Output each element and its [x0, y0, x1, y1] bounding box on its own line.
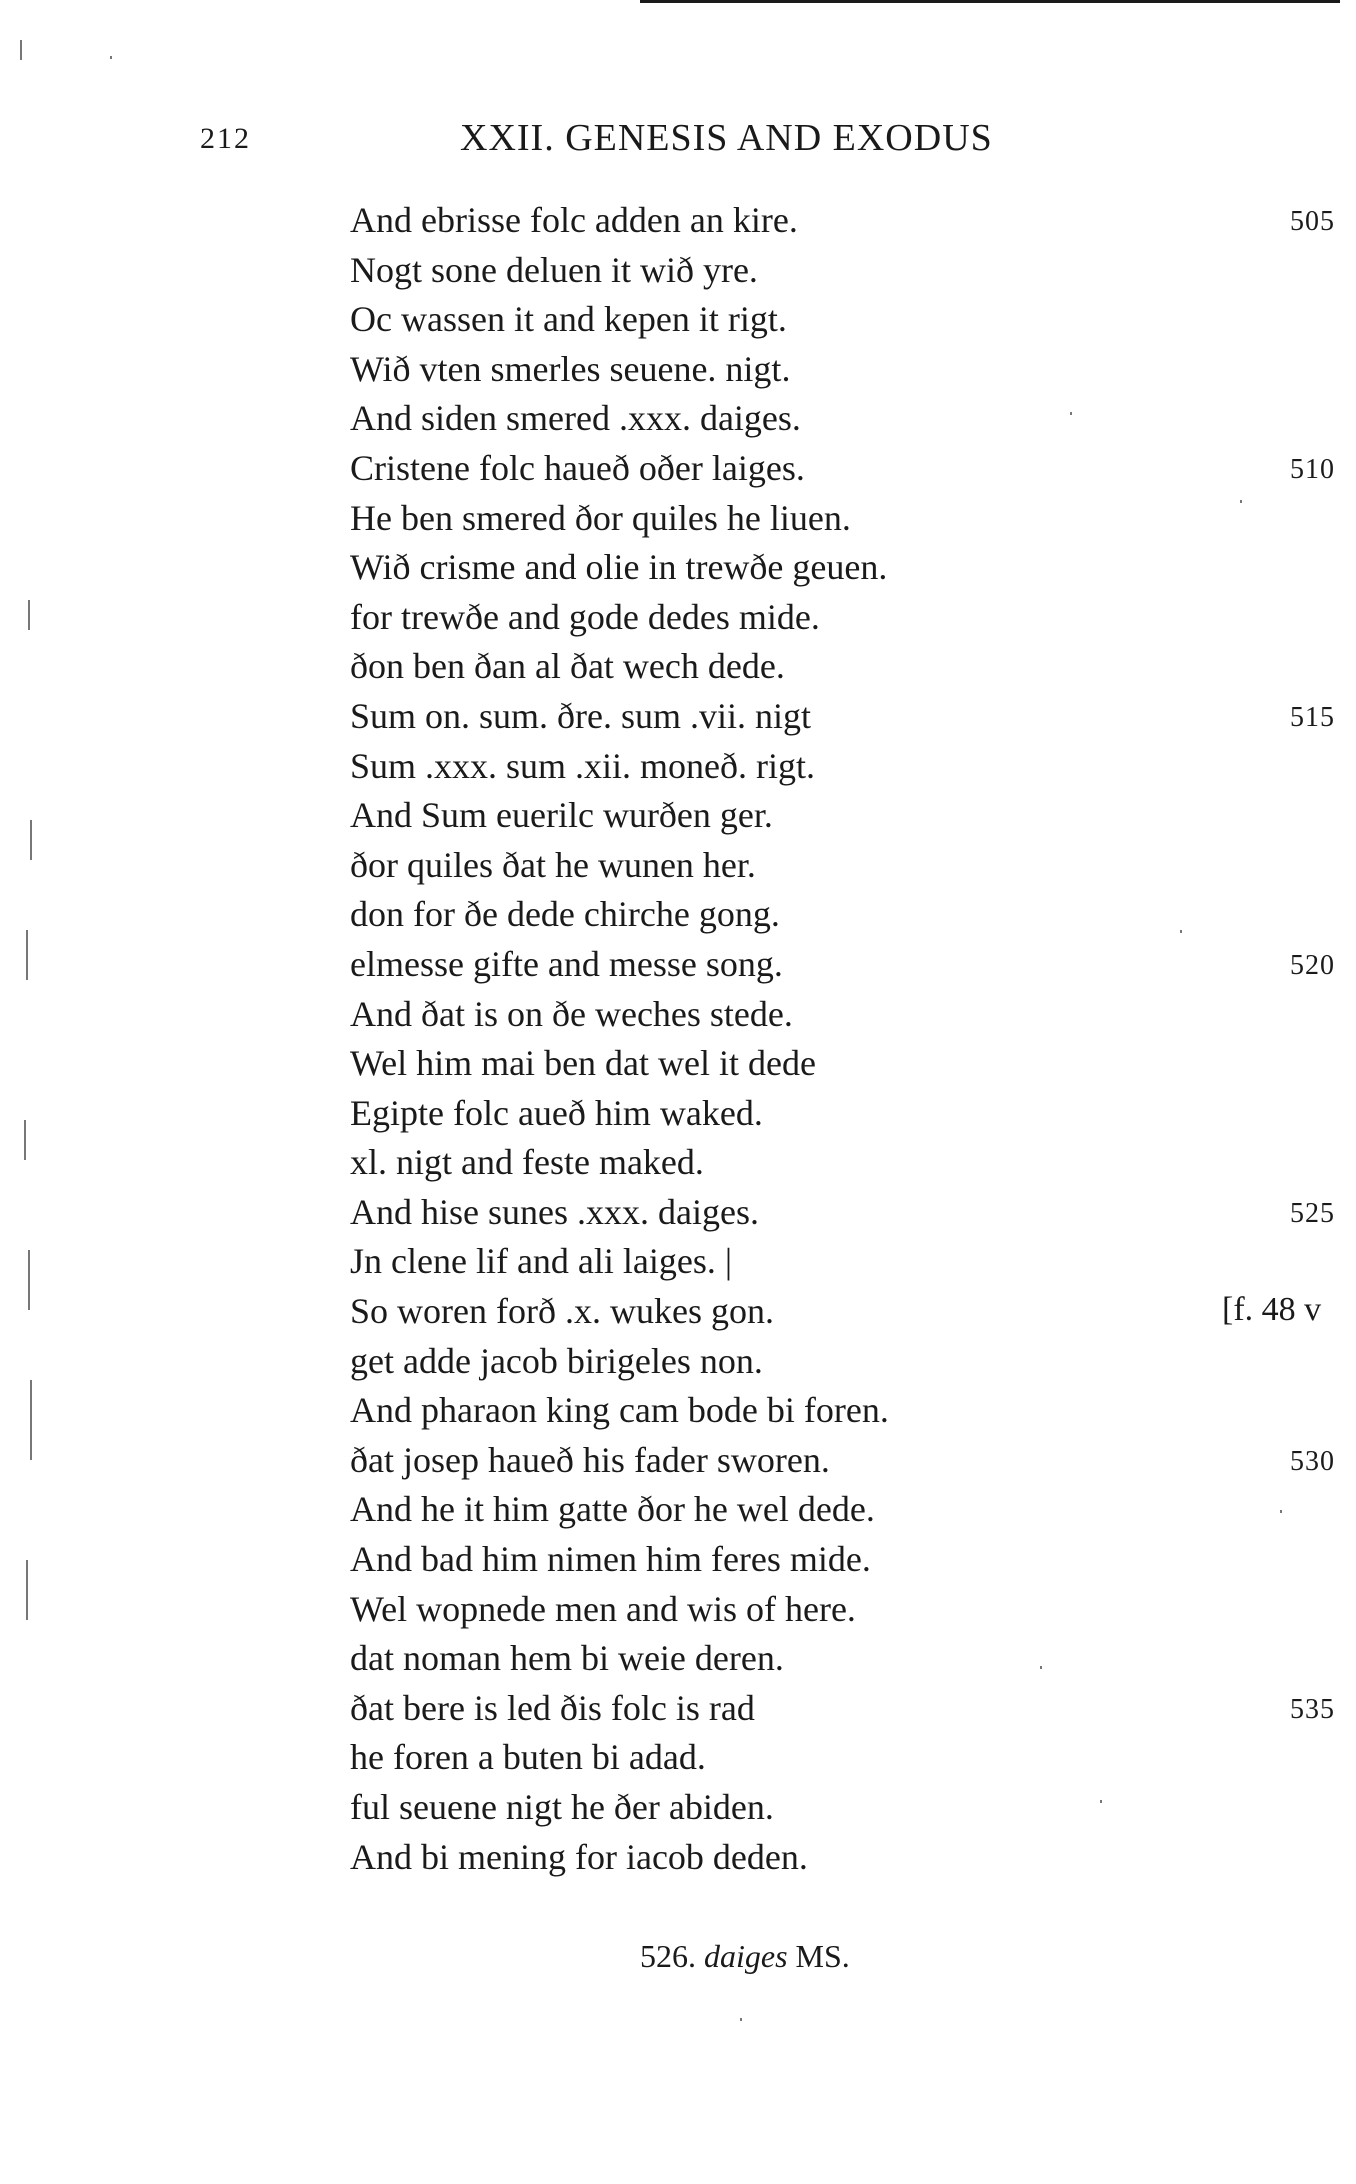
verse-line: elmesse gifte and messe song.	[350, 943, 783, 984]
footnote-word: daiges	[704, 1938, 788, 1974]
verse-line: ðat bere is led ðis folc is rad	[350, 1687, 755, 1728]
verse-line: He ben smered ðor quiles he liuen.	[350, 497, 851, 538]
verse-line: Egipte folc aueð him waked.	[350, 1092, 763, 1133]
verse-line: And he it him gatte ðor he wel dede.	[350, 1489, 875, 1530]
footnote-source: MS.	[795, 1938, 850, 1974]
verse-line: ðat josep haueð his fader sworen.	[350, 1439, 830, 1480]
verse-line: And pharaon king cam bode bi foren.	[350, 1390, 889, 1431]
verse-line: don for ðe dede chirche gong.	[350, 894, 780, 935]
verse-line: Wel wopnede men and wis of here.	[350, 1588, 856, 1629]
verse-line: Wið vten smerles seuene. nigt.	[350, 348, 791, 389]
line-number: 530	[1290, 1446, 1335, 1477]
line-number: 535	[1290, 1694, 1335, 1725]
verse-line: Sum .xxx. sum .xii. moneð. rigt.	[350, 745, 816, 786]
footnote	[640, 1938, 850, 1975]
verse-line: ðon ben ðan al ðat wech dede.	[350, 646, 785, 687]
footnote-number: 526.	[640, 1938, 696, 1974]
verse-line: Wel him mai ben dat wel it dede	[350, 1043, 816, 1084]
verse-line: And siden smered .xxx. daiges.	[350, 398, 801, 439]
line-number: 520	[1290, 950, 1335, 981]
verse-line: And bad him nimen him feres mide.	[350, 1539, 871, 1580]
verse-line: he foren a buten bi adad.	[350, 1737, 706, 1778]
line-number: 515	[1290, 702, 1335, 733]
verse-line: And ðat is on ðe weches stede.	[350, 993, 793, 1034]
verse-block	[350, 196, 1250, 1882]
line-number: 505	[1290, 206, 1335, 237]
line-number: 525	[1290, 1198, 1335, 1229]
verse-line: Sum on. sum. ðre. sum .vii. nigt	[350, 695, 812, 736]
verse-line: And hise sunes .xxx. daiges.	[350, 1191, 759, 1232]
verse-line: get adde jacob birigeles non.	[350, 1340, 763, 1381]
verse-line: for trewðe and gode dedes mide.	[350, 596, 820, 637]
line-number: 510	[1290, 454, 1335, 485]
page-number: 212	[200, 122, 251, 155]
verse-line: And ebrisse folc adden an kire.	[350, 200, 798, 240]
running-head: XXII. GENESIS AND EXODUS	[460, 117, 993, 159]
verse-line: And bi mening for iacob deden.	[350, 1836, 808, 1877]
verse-line: Cristene folc haueð oðer laiges.	[350, 447, 805, 488]
verse-line: ðor quiles ðat he wunen her.	[350, 844, 756, 885]
verse-line: dat noman hem bi weie deren.	[350, 1638, 784, 1679]
verse-line: Wið crisme and olie in trewðe geuen.	[350, 547, 888, 588]
verse-line: Nogt sone deluen it wið yre.	[350, 249, 758, 290]
folio-marker: [f. 48 v	[1222, 1291, 1322, 1329]
verse-line: Jn clene lif and ali laiges. |	[350, 1241, 733, 1282]
verse-line: Oc wassen it and kepen it rigt.	[350, 299, 787, 340]
verse-line: xl. nigt and feste maked.	[350, 1142, 704, 1183]
verse-line: So woren forð .x. wukes gon.	[350, 1291, 774, 1332]
verse-line: ful seuene nigt he ðer abiden.	[350, 1787, 774, 1827]
top-rule	[640, 0, 1340, 3]
verse-line: And Sum euerilc wurðen ger.	[350, 795, 773, 836]
